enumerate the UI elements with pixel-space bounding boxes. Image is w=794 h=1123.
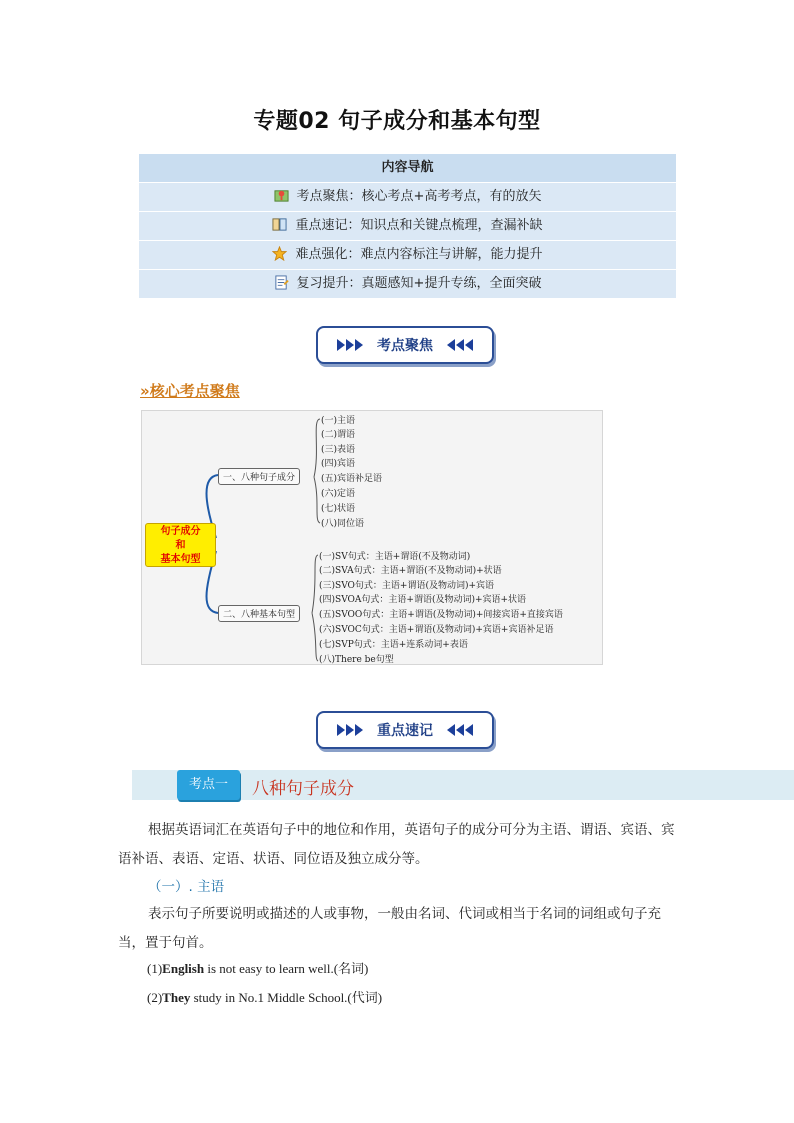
example-number: (1)	[147, 961, 163, 976]
page-title: 专题02 句子成分和基本句型	[253, 109, 541, 134]
example-bold: English	[162, 961, 205, 976]
mind-map	[141, 410, 603, 665]
pattern-item: (五)SVOO句式：主语+谓语(及物动词)+间接宾语+直接宾语	[319, 610, 563, 620]
section-label: 考点聚焦	[377, 338, 433, 354]
component-item: (六)定语	[321, 489, 356, 499]
example-text: study in No.1 Middle School.(代词)	[190, 990, 383, 1005]
root-line: 基本句型	[160, 554, 201, 565]
pattern-item: (七)SVP句式：主语+连系动词+表语	[319, 640, 468, 650]
right-arrows-icon	[337, 339, 363, 351]
example-text: is not easy to learn well.(名词)	[204, 961, 369, 976]
pattern-item: (一)SV句式：主语+谓语(不及物动词)	[319, 552, 471, 562]
nav-row-notes	[139, 212, 676, 241]
pattern-item: (六)SVOC句式：主语+谓语(及物动词)+宾语+宾语补足语	[319, 625, 554, 635]
example-number: (2)	[147, 990, 163, 1005]
example-2	[147, 987, 382, 1006]
example-bold: They	[162, 990, 191, 1005]
component-item: (五)宾语补足语	[321, 474, 383, 484]
example-1	[147, 958, 368, 977]
component-item: (二)谓语	[321, 430, 356, 440]
component-item: (三)表语	[321, 445, 356, 455]
branch-components: 一、八种句子成分	[218, 468, 300, 485]
nav-row-review	[139, 270, 676, 299]
section-label: 重点速记	[377, 723, 433, 739]
left-arrows-icon	[447, 724, 473, 736]
pattern-item: (三)SVO句式：主语+谓语(及物动词)+宾语	[319, 581, 495, 591]
nav-row-focus	[139, 183, 676, 212]
root-line: 句子成分	[160, 526, 201, 537]
nav-row-text: 复习提升：真题感知+提升专练，全面突破	[296, 276, 542, 291]
component-item: (四)宾语	[321, 459, 356, 469]
pattern-item: (二)SVA句式：主语+谓语(不及物动词)+状语	[319, 566, 502, 576]
point-tag: 考点一	[177, 770, 240, 800]
left-arrows-icon	[447, 339, 473, 351]
nav-row-text: 重点速记：知识点和关键点梳理，查漏补缺	[295, 218, 543, 233]
paragraph-subject: 表示句子所要说明或描述的人或事物，一般由名词、代词或相当于名词的词组或句子充当，置于句首。	[118, 906, 661, 951]
branch-patterns: 二、八种基本句型	[218, 605, 300, 622]
nav-row-difficult	[139, 241, 676, 270]
component-item: (七)状语	[321, 504, 356, 514]
section-banner-focus	[316, 326, 494, 364]
right-arrows-icon	[337, 724, 363, 736]
book-icon	[272, 217, 287, 232]
nav-row-text: 难点强化：难点内容标注与讲解，能力提升	[295, 247, 543, 262]
component-item: (一)主语	[321, 416, 356, 426]
star-icon	[272, 246, 287, 261]
pattern-item: (四)SVOA句式：主语+谓语(及物动词)+宾语+状语	[319, 595, 527, 605]
section-banner-notes	[316, 711, 494, 749]
core-heading: »核心考点聚焦	[140, 382, 240, 400]
nav-row-text: 考点聚焦：核心考点+高考考点，有的放矢	[296, 189, 542, 204]
pattern-item: (八)There be句型	[319, 655, 394, 665]
point-title: 八种句子成分	[252, 779, 354, 799]
map-icon	[274, 188, 289, 203]
content-navigation	[139, 154, 676, 294]
nav-header: 内容导航	[139, 154, 676, 183]
mind-map-root	[145, 523, 216, 567]
paragraph-intro: 根据英语词汇在英语句子中的地位和作用，英语句子的成分可分为主语、谓语、宾语、宾语补语、表语、定语、状语、同位语及独立成分等。	[118, 822, 675, 867]
root-line: 和	[175, 540, 186, 551]
notebook-icon	[274, 275, 289, 290]
component-item: (八)同位语	[321, 519, 365, 529]
subsection-label: （一）. 主语	[148, 879, 225, 895]
